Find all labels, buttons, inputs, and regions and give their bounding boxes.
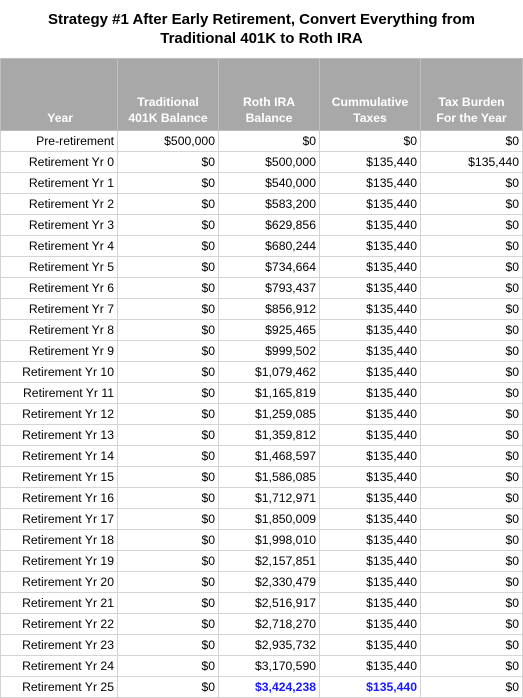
traditional-balance-cell[interactable]: $0 (118, 152, 219, 173)
year-cell[interactable]: Retirement Yr 9 (1, 341, 118, 362)
cumulative-taxes-cell[interactable]: $135,440 (320, 509, 421, 530)
traditional-balance-cell[interactable]: $0 (118, 404, 219, 425)
tax-burden-cell[interactable]: $0 (421, 467, 523, 488)
tax-burden-cell[interactable]: $0 (421, 341, 523, 362)
tax-burden-cell[interactable]: $0 (421, 488, 523, 509)
roth-balance-cell[interactable]: $793,437 (219, 278, 320, 299)
tax-burden-cell[interactable]: $0 (421, 614, 523, 635)
tax-burden-cell[interactable]: $0 (421, 278, 523, 299)
header-line: Taxes (353, 111, 387, 125)
traditional-balance-cell[interactable]: $0 (118, 614, 219, 635)
cumulative-taxes-cell[interactable]: $135,440 (320, 383, 421, 404)
cumulative-taxes-cell[interactable]: $135,440 (320, 572, 421, 593)
traditional-balance-cell[interactable]: $0 (118, 215, 219, 236)
cumulative-taxes-cell[interactable]: $135,440 (320, 320, 421, 341)
roth-balance-cell[interactable]: $540,000 (219, 173, 320, 194)
table-row (1, 530, 523, 551)
tax-burden-cell[interactable]: $0 (421, 677, 523, 698)
table-row (1, 299, 523, 320)
roth-balance-cell[interactable]: $1,712,971 (219, 488, 320, 509)
roth-balance-cell[interactable]: $1,359,812 (219, 425, 320, 446)
header-roth-ira-balance[interactable] (219, 59, 320, 131)
cumulative-taxes-cell[interactable]: $135,440 (320, 404, 421, 425)
roth-balance-cell[interactable]: $2,516,917 (219, 593, 320, 614)
table-row (1, 425, 523, 446)
table-row (1, 362, 523, 383)
traditional-balance-cell[interactable]: $0 (118, 278, 219, 299)
cumulative-taxes-cell[interactable]: $135,440 (320, 677, 421, 698)
traditional-balance-cell[interactable]: $0 (118, 509, 219, 530)
year-cell[interactable]: Retirement Yr 25 (1, 677, 118, 698)
table-row (1, 404, 523, 425)
year-cell[interactable]: Retirement Yr 7 (1, 299, 118, 320)
cumulative-taxes-cell[interactable]: $135,440 (320, 656, 421, 677)
cumulative-taxes-cell[interactable]: $135,440 (320, 173, 421, 194)
roth-balance-cell[interactable]: $1,468,597 (219, 446, 320, 467)
roth-balance-cell[interactable]: $2,157,851 (219, 551, 320, 572)
table-row (1, 572, 523, 593)
roth-balance-cell[interactable]: $856,912 (219, 299, 320, 320)
cumulative-taxes-cell[interactable]: $135,440 (320, 425, 421, 446)
header-line: Tax Burden (438, 95, 505, 109)
year-cell[interactable]: Retirement Yr 8 (1, 320, 118, 341)
table-row (1, 656, 523, 677)
cumulative-taxes-cell[interactable]: $135,440 (320, 446, 421, 467)
tax-burden-cell[interactable]: $0 (421, 404, 523, 425)
year-cell[interactable]: Retirement Yr 23 (1, 635, 118, 656)
header-row (1, 59, 523, 131)
table-row (1, 635, 523, 656)
header-year[interactable]: Year (1, 59, 118, 131)
header-cumulative-taxes[interactable] (320, 59, 421, 131)
cumulative-taxes-cell[interactable]: $135,440 (320, 551, 421, 572)
table-row (1, 215, 523, 236)
cumulative-taxes-cell[interactable]: $135,440 (320, 488, 421, 509)
traditional-balance-cell[interactable]: $0 (118, 236, 219, 257)
traditional-balance-cell[interactable]: $0 (118, 572, 219, 593)
roth-balance-cell[interactable]: $1,850,009 (219, 509, 320, 530)
roth-balance-cell[interactable]: $500,000 (219, 152, 320, 173)
cumulative-taxes-cell[interactable]: $135,440 (320, 593, 421, 614)
table-row (1, 152, 523, 173)
year-cell[interactable]: Retirement Yr 0 (1, 152, 118, 173)
year-cell[interactable]: Retirement Yr 19 (1, 551, 118, 572)
year-cell[interactable]: Retirement Yr 22 (1, 614, 118, 635)
year-cell[interactable]: Pre-retirement (1, 131, 118, 152)
roth-balance-cell[interactable]: $925,465 (219, 320, 320, 341)
tax-burden-cell[interactable]: $0 (421, 257, 523, 278)
table-row (1, 509, 523, 530)
traditional-balance-cell[interactable]: $0 (118, 362, 219, 383)
roth-balance-cell[interactable]: $1,586,085 (219, 467, 320, 488)
table-row (1, 278, 523, 299)
roth-balance-cell[interactable]: $1,998,010 (219, 530, 320, 551)
traditional-balance-cell[interactable]: $500,000 (118, 131, 219, 152)
cumulative-taxes-cell[interactable]: $135,440 (320, 299, 421, 320)
table-row (1, 131, 523, 152)
cumulative-taxes-cell[interactable]: $135,440 (320, 236, 421, 257)
year-cell[interactable]: Retirement Yr 12 (1, 404, 118, 425)
tax-burden-cell[interactable]: $0 (421, 551, 523, 572)
cumulative-taxes-cell[interactable]: $135,440 (320, 635, 421, 656)
year-cell[interactable]: Retirement Yr 5 (1, 257, 118, 278)
title-line-1: Strategy #1 After Early Retirement, Convert Everything from (47, 11, 476, 28)
tax-burden-cell[interactable]: $0 (421, 236, 523, 257)
table-row (1, 236, 523, 257)
header-line: Balance (245, 111, 293, 125)
title-line-2: Traditional 401K to Roth IRA (160, 30, 363, 47)
year-cell[interactable]: Retirement Yr 14 (1, 446, 118, 467)
tax-burden-cell[interactable]: $0 (421, 173, 523, 194)
traditional-balance-cell[interactable]: $0 (118, 467, 219, 488)
table-row (1, 383, 523, 404)
table-row (1, 488, 523, 509)
tax-burden-cell[interactable]: $0 (421, 656, 523, 677)
roth-balance-cell[interactable]: $2,935,732 (219, 635, 320, 656)
traditional-balance-cell[interactable]: $0 (118, 425, 219, 446)
roth-balance-cell[interactable]: $680,244 (219, 236, 320, 257)
year-cell[interactable]: Retirement Yr 6 (1, 278, 118, 299)
tax-burden-cell[interactable]: $0 (421, 509, 523, 530)
roth-balance-cell[interactable]: $629,856 (219, 215, 320, 236)
traditional-balance-cell[interactable]: $0 (118, 593, 219, 614)
tax-burden-cell[interactable]: $135,440 (421, 152, 523, 173)
roth-balance-cell[interactable]: $1,165,819 (219, 383, 320, 404)
strategy-table (0, 58, 523, 698)
table-row (1, 320, 523, 341)
traditional-balance-cell[interactable]: $0 (118, 194, 219, 215)
year-cell[interactable]: Retirement Yr 11 (1, 383, 118, 404)
cumulative-taxes-cell[interactable]: $135,440 (320, 362, 421, 383)
roth-balance-cell[interactable]: $0 (219, 131, 320, 152)
traditional-balance-cell[interactable]: $0 (118, 677, 219, 698)
year-cell[interactable]: Retirement Yr 2 (1, 194, 118, 215)
header-line: Cummulative (331, 95, 409, 109)
traditional-balance-cell[interactable]: $0 (118, 446, 219, 467)
traditional-balance-cell[interactable]: $0 (118, 488, 219, 509)
table-row (1, 614, 523, 635)
traditional-balance-cell[interactable]: $0 (118, 257, 219, 278)
tax-burden-cell[interactable]: $0 (421, 131, 523, 152)
year-cell[interactable]: Retirement Yr 3 (1, 215, 118, 236)
year-cell[interactable]: Retirement Yr 15 (1, 467, 118, 488)
table-row (1, 257, 523, 278)
traditional-balance-cell[interactable]: $0 (118, 530, 219, 551)
tax-burden-cell[interactable]: $0 (421, 635, 523, 656)
tax-burden-cell[interactable]: $0 (421, 194, 523, 215)
year-cell[interactable]: Retirement Yr 10 (1, 362, 118, 383)
tax-burden-cell[interactable]: $0 (421, 299, 523, 320)
table-row (1, 593, 523, 614)
cumulative-taxes-cell[interactable]: $135,440 (320, 257, 421, 278)
tax-burden-cell[interactable]: $0 (421, 383, 523, 404)
traditional-balance-cell[interactable]: $0 (118, 551, 219, 572)
year-cell[interactable]: Retirement Yr 24 (1, 656, 118, 677)
traditional-balance-cell[interactable]: $0 (118, 635, 219, 656)
roth-balance-cell[interactable]: $583,200 (219, 194, 320, 215)
year-cell[interactable]: Retirement Yr 1 (1, 173, 118, 194)
tax-burden-cell[interactable]: $0 (421, 572, 523, 593)
header-traditional-401k-balance[interactable] (118, 59, 219, 131)
table-row (1, 194, 523, 215)
tax-burden-cell[interactable]: $0 (421, 446, 523, 467)
traditional-balance-cell[interactable]: $0 (118, 320, 219, 341)
year-cell[interactable]: Retirement Yr 4 (1, 236, 118, 257)
roth-balance-cell[interactable]: $3,170,590 (219, 656, 320, 677)
roth-balance-cell[interactable]: $734,664 (219, 257, 320, 278)
traditional-balance-cell[interactable]: $0 (118, 341, 219, 362)
cumulative-taxes-cell[interactable]: $135,440 (320, 530, 421, 551)
traditional-balance-cell[interactable]: $0 (118, 173, 219, 194)
traditional-balance-cell[interactable]: $0 (118, 383, 219, 404)
table-row (1, 467, 523, 488)
tax-burden-cell[interactable]: $0 (421, 530, 523, 551)
header-line: Traditional (137, 95, 199, 109)
table-row (1, 551, 523, 572)
header-line: Roth IRA (242, 95, 296, 109)
tax-burden-cell[interactable]: $0 (421, 425, 523, 446)
header-line: 401K Balance (128, 111, 208, 125)
cumulative-taxes-cell[interactable]: $135,440 (320, 278, 421, 299)
year-cell[interactable]: Retirement Yr 17 (1, 509, 118, 530)
tax-burden-cell[interactable]: $0 (421, 593, 523, 614)
cumulative-taxes-cell[interactable]: $0 (320, 131, 421, 152)
cumulative-taxes-cell[interactable]: $135,440 (320, 467, 421, 488)
table-row (1, 341, 523, 362)
year-cell[interactable]: Retirement Yr 13 (1, 425, 118, 446)
traditional-balance-cell[interactable]: $0 (118, 299, 219, 320)
cumulative-taxes-cell[interactable]: $135,440 (320, 614, 421, 635)
tax-burden-cell[interactable]: $0 (421, 320, 523, 341)
roth-balance-cell[interactable]: $1,079,462 (219, 362, 320, 383)
table-row (1, 677, 523, 698)
year-cell[interactable]: Retirement Yr 18 (1, 530, 118, 551)
tax-burden-cell[interactable]: $0 (421, 362, 523, 383)
roth-balance-cell[interactable]: $2,330,479 (219, 572, 320, 593)
cumulative-taxes-cell[interactable]: $135,440 (320, 152, 421, 173)
header-line: For the Year (436, 111, 507, 125)
traditional-balance-cell[interactable]: $0 (118, 656, 219, 677)
year-cell[interactable]: Retirement Yr 20 (1, 572, 118, 593)
roth-balance-cell[interactable]: $3,424,238 (219, 677, 320, 698)
year-cell[interactable]: Retirement Yr 16 (1, 488, 118, 509)
header-tax-burden-for-year[interactable] (421, 59, 523, 131)
sheet-title (0, 0, 523, 59)
cumulative-taxes-cell[interactable]: $135,440 (320, 215, 421, 236)
year-cell[interactable]: Retirement Yr 21 (1, 593, 118, 614)
roth-balance-cell[interactable]: $1,259,085 (219, 404, 320, 425)
roth-balance-cell[interactable]: $999,502 (219, 341, 320, 362)
roth-balance-cell[interactable]: $2,718,270 (219, 614, 320, 635)
tax-burden-cell[interactable]: $0 (421, 215, 523, 236)
cumulative-taxes-cell[interactable]: $135,440 (320, 341, 421, 362)
cumulative-taxes-cell[interactable]: $135,440 (320, 194, 421, 215)
table-row (1, 173, 523, 194)
table-row (1, 446, 523, 467)
